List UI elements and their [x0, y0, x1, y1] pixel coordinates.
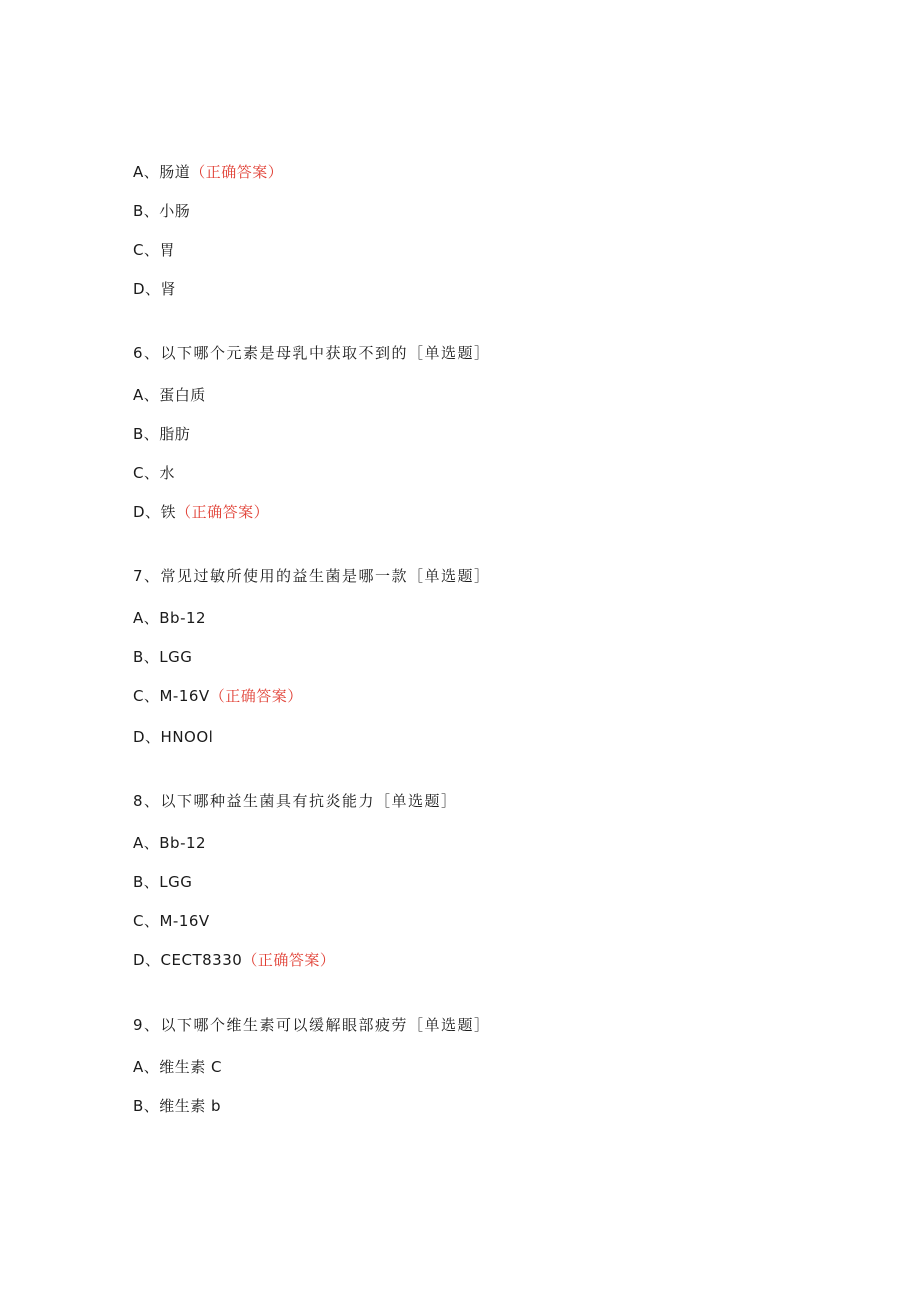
correct-answer-marker: （正确答案）: [176, 503, 270, 521]
option-text: B、LGG: [133, 873, 193, 891]
option-line: [133, 686, 303, 706]
option-text: C、胃: [133, 241, 175, 259]
option-text: A、肠道: [133, 163, 191, 181]
question-line: [133, 566, 491, 586]
option-line: [133, 385, 206, 405]
option-text: D、CECT8330: [133, 951, 243, 969]
option-text: D、肾: [133, 280, 177, 298]
option-line: [133, 727, 213, 747]
question-text: 8、以下哪种益生菌具有抗炎能力［单选题］: [133, 792, 458, 810]
option-text: B、维生素 b: [133, 1097, 222, 1115]
option-text: A、蛋白质: [133, 386, 206, 404]
option-text: B、LGG: [133, 648, 193, 666]
option-line: [133, 872, 192, 892]
option-line: [133, 647, 192, 667]
question-line: [133, 791, 458, 811]
question-text: 7、常见过敏所使用的益生菌是哪一款［单选题］: [133, 567, 491, 585]
question-text: 9、以下哪个维生素可以缓解眼部疲劳［单选题］: [133, 1016, 491, 1034]
correct-answer-marker: （正确答案）: [242, 951, 336, 969]
option-line: [133, 240, 175, 260]
option-line: [133, 608, 206, 628]
option-line: [133, 463, 175, 483]
option-text: B、小肠: [133, 202, 191, 220]
option-text: D、HNOOl: [133, 728, 214, 746]
option-line: [133, 279, 176, 299]
option-text: A、维生素 C: [133, 1058, 223, 1076]
option-line: [133, 162, 283, 182]
correct-answer-marker: （正确答案）: [190, 163, 284, 181]
option-text: C、M-16V: [133, 912, 210, 930]
question-line: [133, 343, 491, 363]
option-line: [133, 833, 206, 853]
option-text: A、Bb-12: [133, 834, 207, 852]
option-line: [133, 950, 335, 970]
correct-answer-marker: （正确答案）: [209, 687, 303, 705]
option-text: C、水: [133, 464, 175, 482]
question-line: [133, 1015, 491, 1035]
option-text: C、M-16V: [133, 687, 210, 705]
option-line: [133, 201, 190, 221]
option-text: D、铁: [133, 503, 177, 521]
question-text: 6、以下哪个元素是母乳中获取不到的［单选题］: [133, 344, 491, 362]
option-text: A、Bb-12: [133, 609, 207, 627]
option-line: [133, 1057, 222, 1077]
option-line: [133, 424, 190, 444]
option-line: [133, 502, 269, 522]
option-line: [133, 1096, 221, 1116]
option-line: [133, 911, 210, 931]
option-text: B、脂肪: [133, 425, 191, 443]
